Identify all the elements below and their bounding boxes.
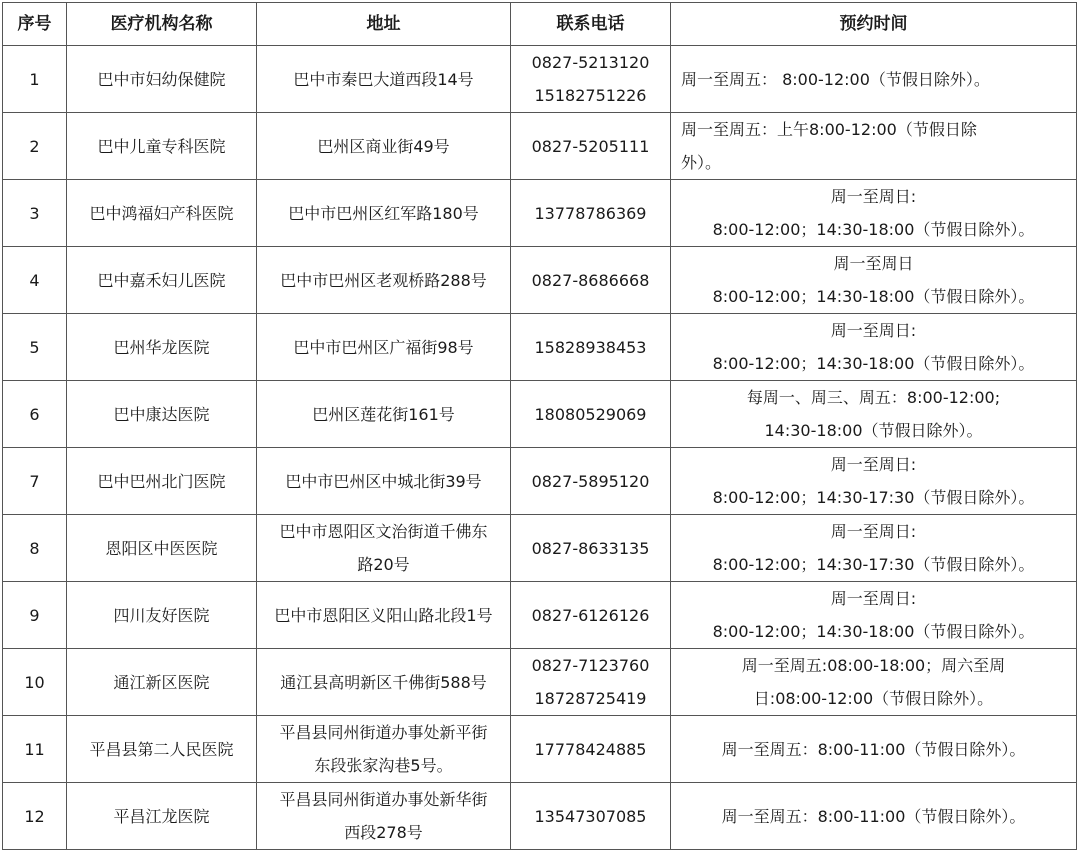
table-row xyxy=(3,247,1077,314)
cell-appointment-time xyxy=(671,113,1077,180)
cell-hospital-name: 巴中巴州北门医院 xyxy=(67,448,257,515)
cell-appointment-time-line: 日:08:00-12:00（节假日除外）。 xyxy=(753,689,994,708)
cell-index: 5 xyxy=(3,314,67,381)
cell-address xyxy=(257,314,511,381)
cell-appointment-time xyxy=(671,783,1077,850)
cell-hospital-name: 巴中市妇幼保健院 xyxy=(67,46,257,113)
cell-address-line: 东段张家沟巷5号。 xyxy=(314,756,453,775)
table-row xyxy=(3,515,1077,582)
cell-phone xyxy=(511,180,671,247)
cell-appointment-time-line: 周一至周日: xyxy=(830,589,917,608)
cell-hospital-name: 四川友好医院 xyxy=(67,582,257,649)
table-row xyxy=(3,649,1077,716)
cell-address xyxy=(257,783,511,850)
cell-appointment-time-line: 周一至周五：8:00-11:00（节假日除外）。 xyxy=(721,739,1026,759)
table-row xyxy=(3,448,1077,515)
cell-appointment-time xyxy=(671,381,1077,448)
cell-address xyxy=(257,716,511,783)
cell-phone-line: 0827-5205111 xyxy=(531,136,650,156)
table-row xyxy=(3,314,1077,381)
cell-appointment-time-line: 周一至周日: xyxy=(830,187,917,206)
cell-address-line: 巴中市巴州区红军路180号 xyxy=(288,203,479,223)
cell-phone-line: 0827-5895120 xyxy=(531,471,650,491)
cell-hospital-name: 巴中嘉禾妇儿医院 xyxy=(67,247,257,314)
cell-address xyxy=(257,247,511,314)
cell-address xyxy=(257,448,511,515)
table-row xyxy=(3,46,1077,113)
cell-address-line: 西段278号 xyxy=(344,823,423,842)
cell-appointment-time xyxy=(671,716,1077,783)
header-address: 地址 xyxy=(257,3,511,46)
cell-address-line: 巴州区莲花街161号 xyxy=(312,404,455,424)
cell-phone xyxy=(511,515,671,582)
cell-phone xyxy=(511,716,671,783)
cell-address xyxy=(257,113,511,180)
cell-hospital-name: 恩阳区中医医院 xyxy=(67,515,257,582)
table-body xyxy=(3,46,1077,850)
cell-phone-line: 13778786369 xyxy=(534,203,647,223)
cell-index: 12 xyxy=(3,783,67,850)
cell-appointment-time-line: 8:00-12:00；14:30-18:00（节假日除外）。 xyxy=(712,287,1035,306)
cell-phone xyxy=(511,783,671,850)
cell-address xyxy=(257,381,511,448)
cell-index: 8 xyxy=(3,515,67,582)
cell-address-line: 巴州区商业街49号 xyxy=(317,136,450,156)
cell-appointment-time-line: 外）。 xyxy=(681,153,722,172)
cell-appointment-time-line: 周一至周五:08:00-18:00；周六至周 xyxy=(741,656,1006,675)
cell-appointment-time xyxy=(671,649,1077,716)
cell-appointment-time-line: 14:30-18:00（节假日除外）。 xyxy=(764,421,983,440)
cell-appointment-time xyxy=(671,448,1077,515)
hospital-appointment-table xyxy=(2,2,1077,850)
cell-phone xyxy=(511,381,671,448)
hospital-table-wrapper xyxy=(2,2,1077,850)
cell-hospital-name: 巴中鸿福妇产科医院 xyxy=(67,180,257,247)
cell-index: 11 xyxy=(3,716,67,783)
cell-appointment-time-line: 周一至周日: xyxy=(830,522,917,541)
cell-hospital-name: 平昌县第二人民医院 xyxy=(67,716,257,783)
cell-phone-line: 18080529069 xyxy=(534,404,647,424)
cell-address xyxy=(257,582,511,649)
cell-phone-line: 0827-5213120 xyxy=(531,53,650,72)
cell-address-line: 通江县高明新区千佛街588号 xyxy=(280,672,487,692)
cell-phone-line: 15828938453 xyxy=(534,337,647,357)
table-row xyxy=(3,716,1077,783)
header-index: 序号 xyxy=(3,3,67,46)
cell-address-line: 巴中市恩阳区文治街道千佛东 xyxy=(279,522,488,541)
table-row xyxy=(3,783,1077,850)
cell-hospital-name: 巴中康达医院 xyxy=(67,381,257,448)
header-time: 预约时间 xyxy=(671,3,1077,46)
table-row xyxy=(3,582,1077,649)
cell-index: 10 xyxy=(3,649,67,716)
cell-appointment-time-line: 8:00-12:00；14:30-17:30（节假日除外）。 xyxy=(712,488,1035,507)
cell-appointment-time xyxy=(671,180,1077,247)
header-name: 医疗机构名称 xyxy=(67,3,257,46)
cell-address xyxy=(257,180,511,247)
table-header-row xyxy=(3,3,1077,46)
cell-phone xyxy=(511,448,671,515)
cell-appointment-time xyxy=(671,314,1077,381)
cell-index: 6 xyxy=(3,381,67,448)
cell-phone-line: 15182751226 xyxy=(534,86,647,105)
cell-index: 1 xyxy=(3,46,67,113)
cell-phone xyxy=(511,46,671,113)
cell-address xyxy=(257,515,511,582)
cell-address xyxy=(257,649,511,716)
cell-appointment-time-line: 周一至周日: xyxy=(830,321,917,340)
table-row xyxy=(3,180,1077,247)
cell-appointment-time-line: 8:00-12:00；14:30-18:00（节假日除外）。 xyxy=(712,622,1035,641)
cell-appointment-time-line: 周一至周五：上午8:00-12:00（节假日除 xyxy=(681,120,977,139)
header-phone: 联系电话 xyxy=(511,3,671,46)
cell-index: 9 xyxy=(3,582,67,649)
cell-phone xyxy=(511,247,671,314)
cell-appointment-time-line: 8:00-12:00；14:30-18:00（节假日除外）。 xyxy=(712,220,1035,239)
cell-index: 2 xyxy=(3,113,67,180)
cell-address-line: 路20号 xyxy=(357,555,410,574)
cell-appointment-time-line: 8:00-12:00；14:30-17:30（节假日除外）。 xyxy=(712,555,1035,574)
cell-address-line: 平昌县同州街道办事处新华街 xyxy=(279,790,488,809)
cell-appointment-time-line: 周一至周五： 8:00-12:00（节假日除外）。 xyxy=(681,69,990,89)
cell-appointment-time xyxy=(671,515,1077,582)
cell-hospital-name: 通江新区医院 xyxy=(67,649,257,716)
cell-phone-line: 0827-8686668 xyxy=(531,270,650,290)
cell-phone-line: 0827-8633135 xyxy=(531,538,650,558)
cell-phone-line: 0827-6126126 xyxy=(531,605,650,625)
cell-address-line: 巴中市秦巴大道西段14号 xyxy=(293,69,474,89)
cell-appointment-time xyxy=(671,582,1077,649)
cell-phone xyxy=(511,582,671,649)
cell-phone-line: 13547307085 xyxy=(534,806,647,826)
cell-phone xyxy=(511,113,671,180)
cell-address-line: 巴中市巴州区广福街98号 xyxy=(293,337,474,357)
cell-address-line: 巴中市恩阳区义阳山路北段1号 xyxy=(274,605,493,625)
table-row xyxy=(3,113,1077,180)
cell-index: 7 xyxy=(3,448,67,515)
cell-appointment-time xyxy=(671,247,1077,314)
cell-address-line: 巴中市巴州区老观桥路288号 xyxy=(280,270,487,290)
cell-phone-line: 0827-7123760 xyxy=(531,656,650,675)
table-row xyxy=(3,381,1077,448)
cell-appointment-time-line: 周一至周五：8:00-11:00（节假日除外）。 xyxy=(721,806,1026,826)
cell-index: 4 xyxy=(3,247,67,314)
cell-address-line: 巴中市巴州区中城北街39号 xyxy=(285,471,482,491)
cell-phone xyxy=(511,314,671,381)
cell-phone xyxy=(511,649,671,716)
cell-appointment-time-line: 周一至周日 xyxy=(833,254,914,273)
cell-phone-line: 17778424885 xyxy=(534,739,647,759)
cell-address xyxy=(257,46,511,113)
cell-index: 3 xyxy=(3,180,67,247)
cell-hospital-name: 平昌江龙医院 xyxy=(67,783,257,850)
cell-phone-line: 18728725419 xyxy=(534,689,647,708)
cell-appointment-time-line: 每周一、周三、周五：8:00-12:00; xyxy=(746,388,1001,407)
cell-appointment-time-line: 周一至周日: xyxy=(830,455,917,474)
cell-address-line: 平昌县同州街道办事处新平街 xyxy=(279,723,488,742)
cell-appointment-time xyxy=(671,46,1077,113)
cell-hospital-name: 巴州华龙医院 xyxy=(67,314,257,381)
cell-hospital-name: 巴中儿童专科医院 xyxy=(67,113,257,180)
cell-appointment-time-line: 8:00-12:00；14:30-18:00（节假日除外）。 xyxy=(712,354,1035,373)
